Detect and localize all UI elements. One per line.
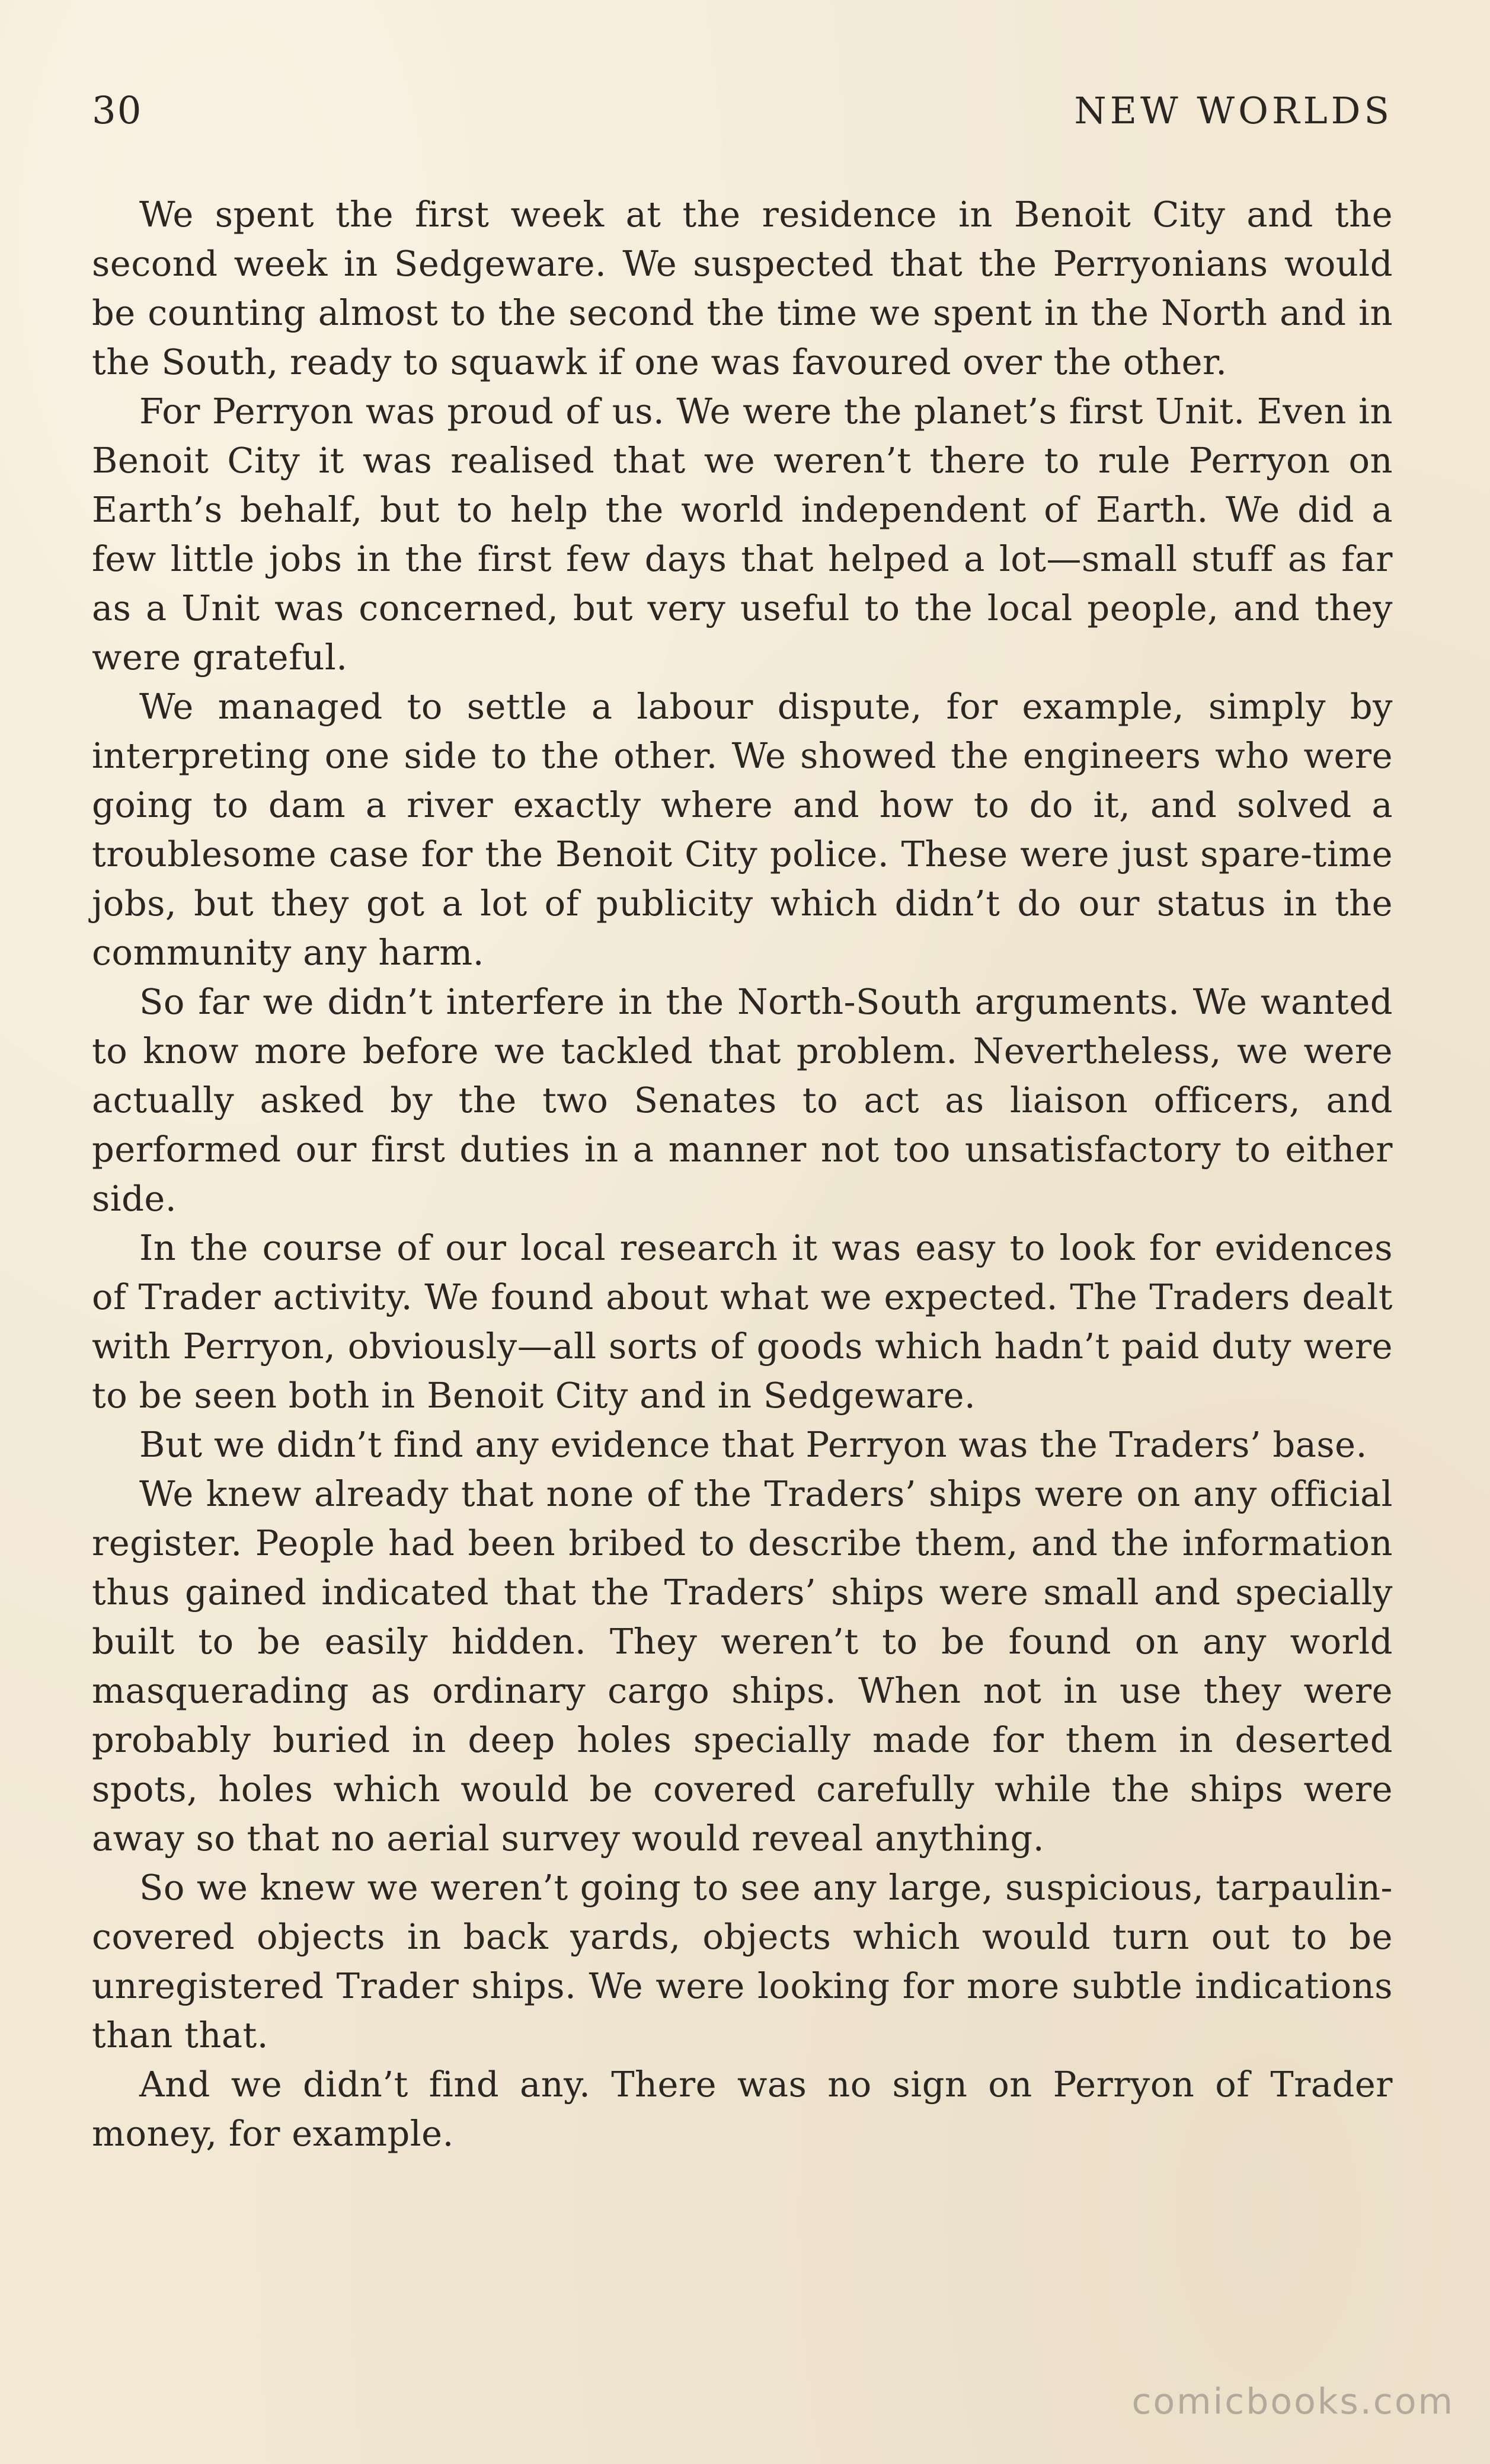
paragraph: In the course of our local research it was easy to look for evidences of Trader activity. We found about what we expected. The Traders dealt with Perryon, obviously—all sorts of goods which hadn’t paid duty were to be seen both in Benoit City and in Sedgeware.	[92, 1227, 1393, 1416]
paragraph: So far we didn’t interfere in the North-South arguments. We wanted to know more before we tackled that problem. Nevertheless, we were actually asked by the two Senates to act as liaison officers, and performed our first duties in a manner not too unsatisfactory to either side.	[92, 981, 1393, 1219]
running-head: NEW WORLDS	[1074, 89, 1393, 132]
paragraph: For Perryon was proud of us. We were the planet’s first Unit. Even in Benoit City it was realised that we weren’t there to rule Perryon on Earth’s behalf, but to help the world independent of Earth. We did a few little jobs in the first few days that helped a lot—small stuff as far as a Unit was concerned, but very useful to the local people, and they were grateful.	[92, 391, 1393, 678]
paragraph: We spent the first week at the residence in Benoit City and the second week in Sedgeware. We suspected that the Perryonians would be counting almost to the second the time we spent in the North and in the South, ready to squawk if one was favoured over the other.	[92, 194, 1393, 382]
paragraph: So we knew we weren’t going to see any large, suspicious, tarpaulin-covered objects in back yards, objects which would turn out to be unregistered Trader ships. We were looking for more subtle indications than that.	[92, 1867, 1393, 2056]
page-number: 30	[92, 89, 143, 133]
watermark: comicbooks.com	[1131, 2381, 1454, 2422]
paragraph: But we didn’t find any evidence that Perryon was the Traders’ base.	[139, 1424, 1367, 1465]
body-text	[92, 190, 1393, 2158]
paragraph: We managed to settle a labour dispute, for example, simply by interpreting one side to the other. We showed the engineers who were going to dam a river exactly where and how to do it, and solved a troublesome case for the Benoit City police. These were just spare-time jobs, but they got a lot of publicity which didn’t do our status in the community any harm.	[92, 686, 1393, 973]
page-header	[92, 89, 1393, 142]
paragraph: And we didn’t find any. There was no sign on Perryon of Trader money, for example.	[92, 2064, 1393, 2154]
paragraph: We knew already that none of the Traders’ ships were on any official register. People had been bribed to describe them, and the information thus gained indicated that the Traders’ ships were small and specially built to be easily hidden. They weren’t to be found on any world masquerading as ordinary cargo ships. When not in use they were probably buried in deep holes specially made for them in deserted spots, holes which would be covered carefully while the ships were away so that no aerial survey would reveal anything.	[92, 1473, 1393, 1859]
